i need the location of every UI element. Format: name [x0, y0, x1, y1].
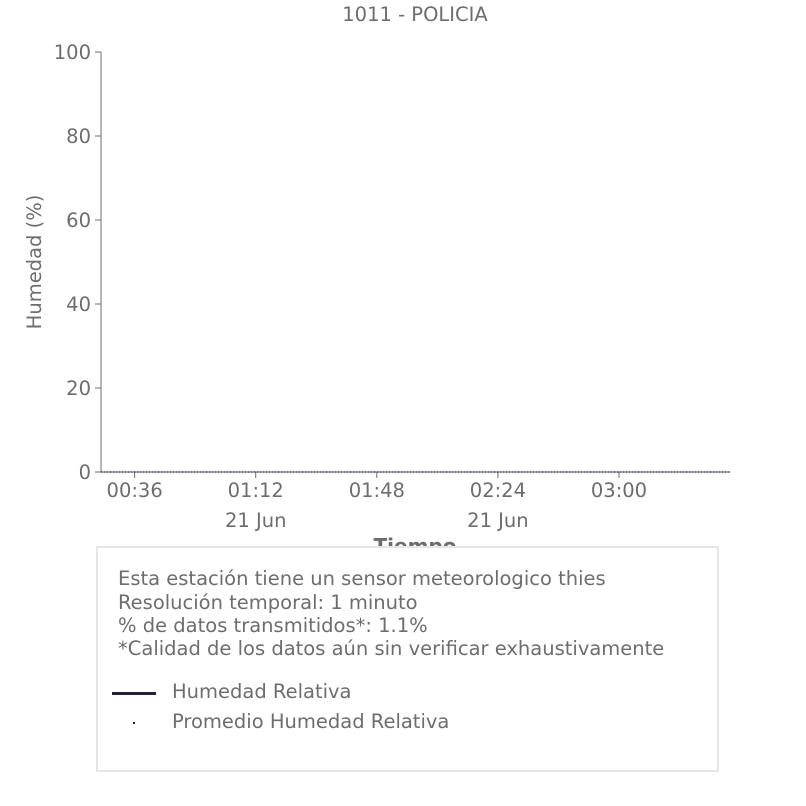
legend-label: Humedad Relativa	[172, 680, 352, 703]
legend-label: Promedio Humedad Relativa	[172, 710, 450, 733]
y-ticks	[54, 41, 101, 484]
y-tick-label: 20	[66, 377, 91, 400]
info-line-sensor: Esta estación tiene un sensor meteorologico thies	[118, 567, 606, 590]
info-line-resolution: Resolución temporal: 1 minuto	[118, 591, 418, 614]
y-tick-label: 60	[66, 209, 91, 232]
x-tick-date-label: 21 Jun	[467, 509, 529, 532]
x-tick-label: 01:12	[227, 479, 284, 502]
info-line-quality: *Calidad de los datos aún sin verificar exhaustivamente	[118, 637, 665, 660]
y-axis-label: Humedad (%)	[23, 194, 46, 330]
y-tick-label: 40	[66, 293, 91, 316]
info-box	[96, 546, 719, 772]
x-tick-label: 01:48	[348, 479, 405, 502]
legend-line-marker	[112, 692, 156, 695]
chart-title: 1011 - POLICIA	[342, 3, 488, 26]
y-tick-label: 100	[53, 41, 91, 64]
x-ticks	[107, 472, 648, 532]
legend-dot-marker	[133, 722, 135, 724]
x-tick-label: 00:36	[106, 479, 163, 502]
y-tick-label: 0	[78, 461, 91, 484]
info-line-transmitted: % de datos transmitidos*: 1.1%	[118, 614, 428, 637]
x-tick-label: 02:24	[469, 479, 527, 502]
y-tick-label: 80	[66, 125, 91, 148]
x-tick-date-label: 21 Jun	[224, 509, 287, 532]
x-tick-label: 03:00	[590, 479, 648, 502]
